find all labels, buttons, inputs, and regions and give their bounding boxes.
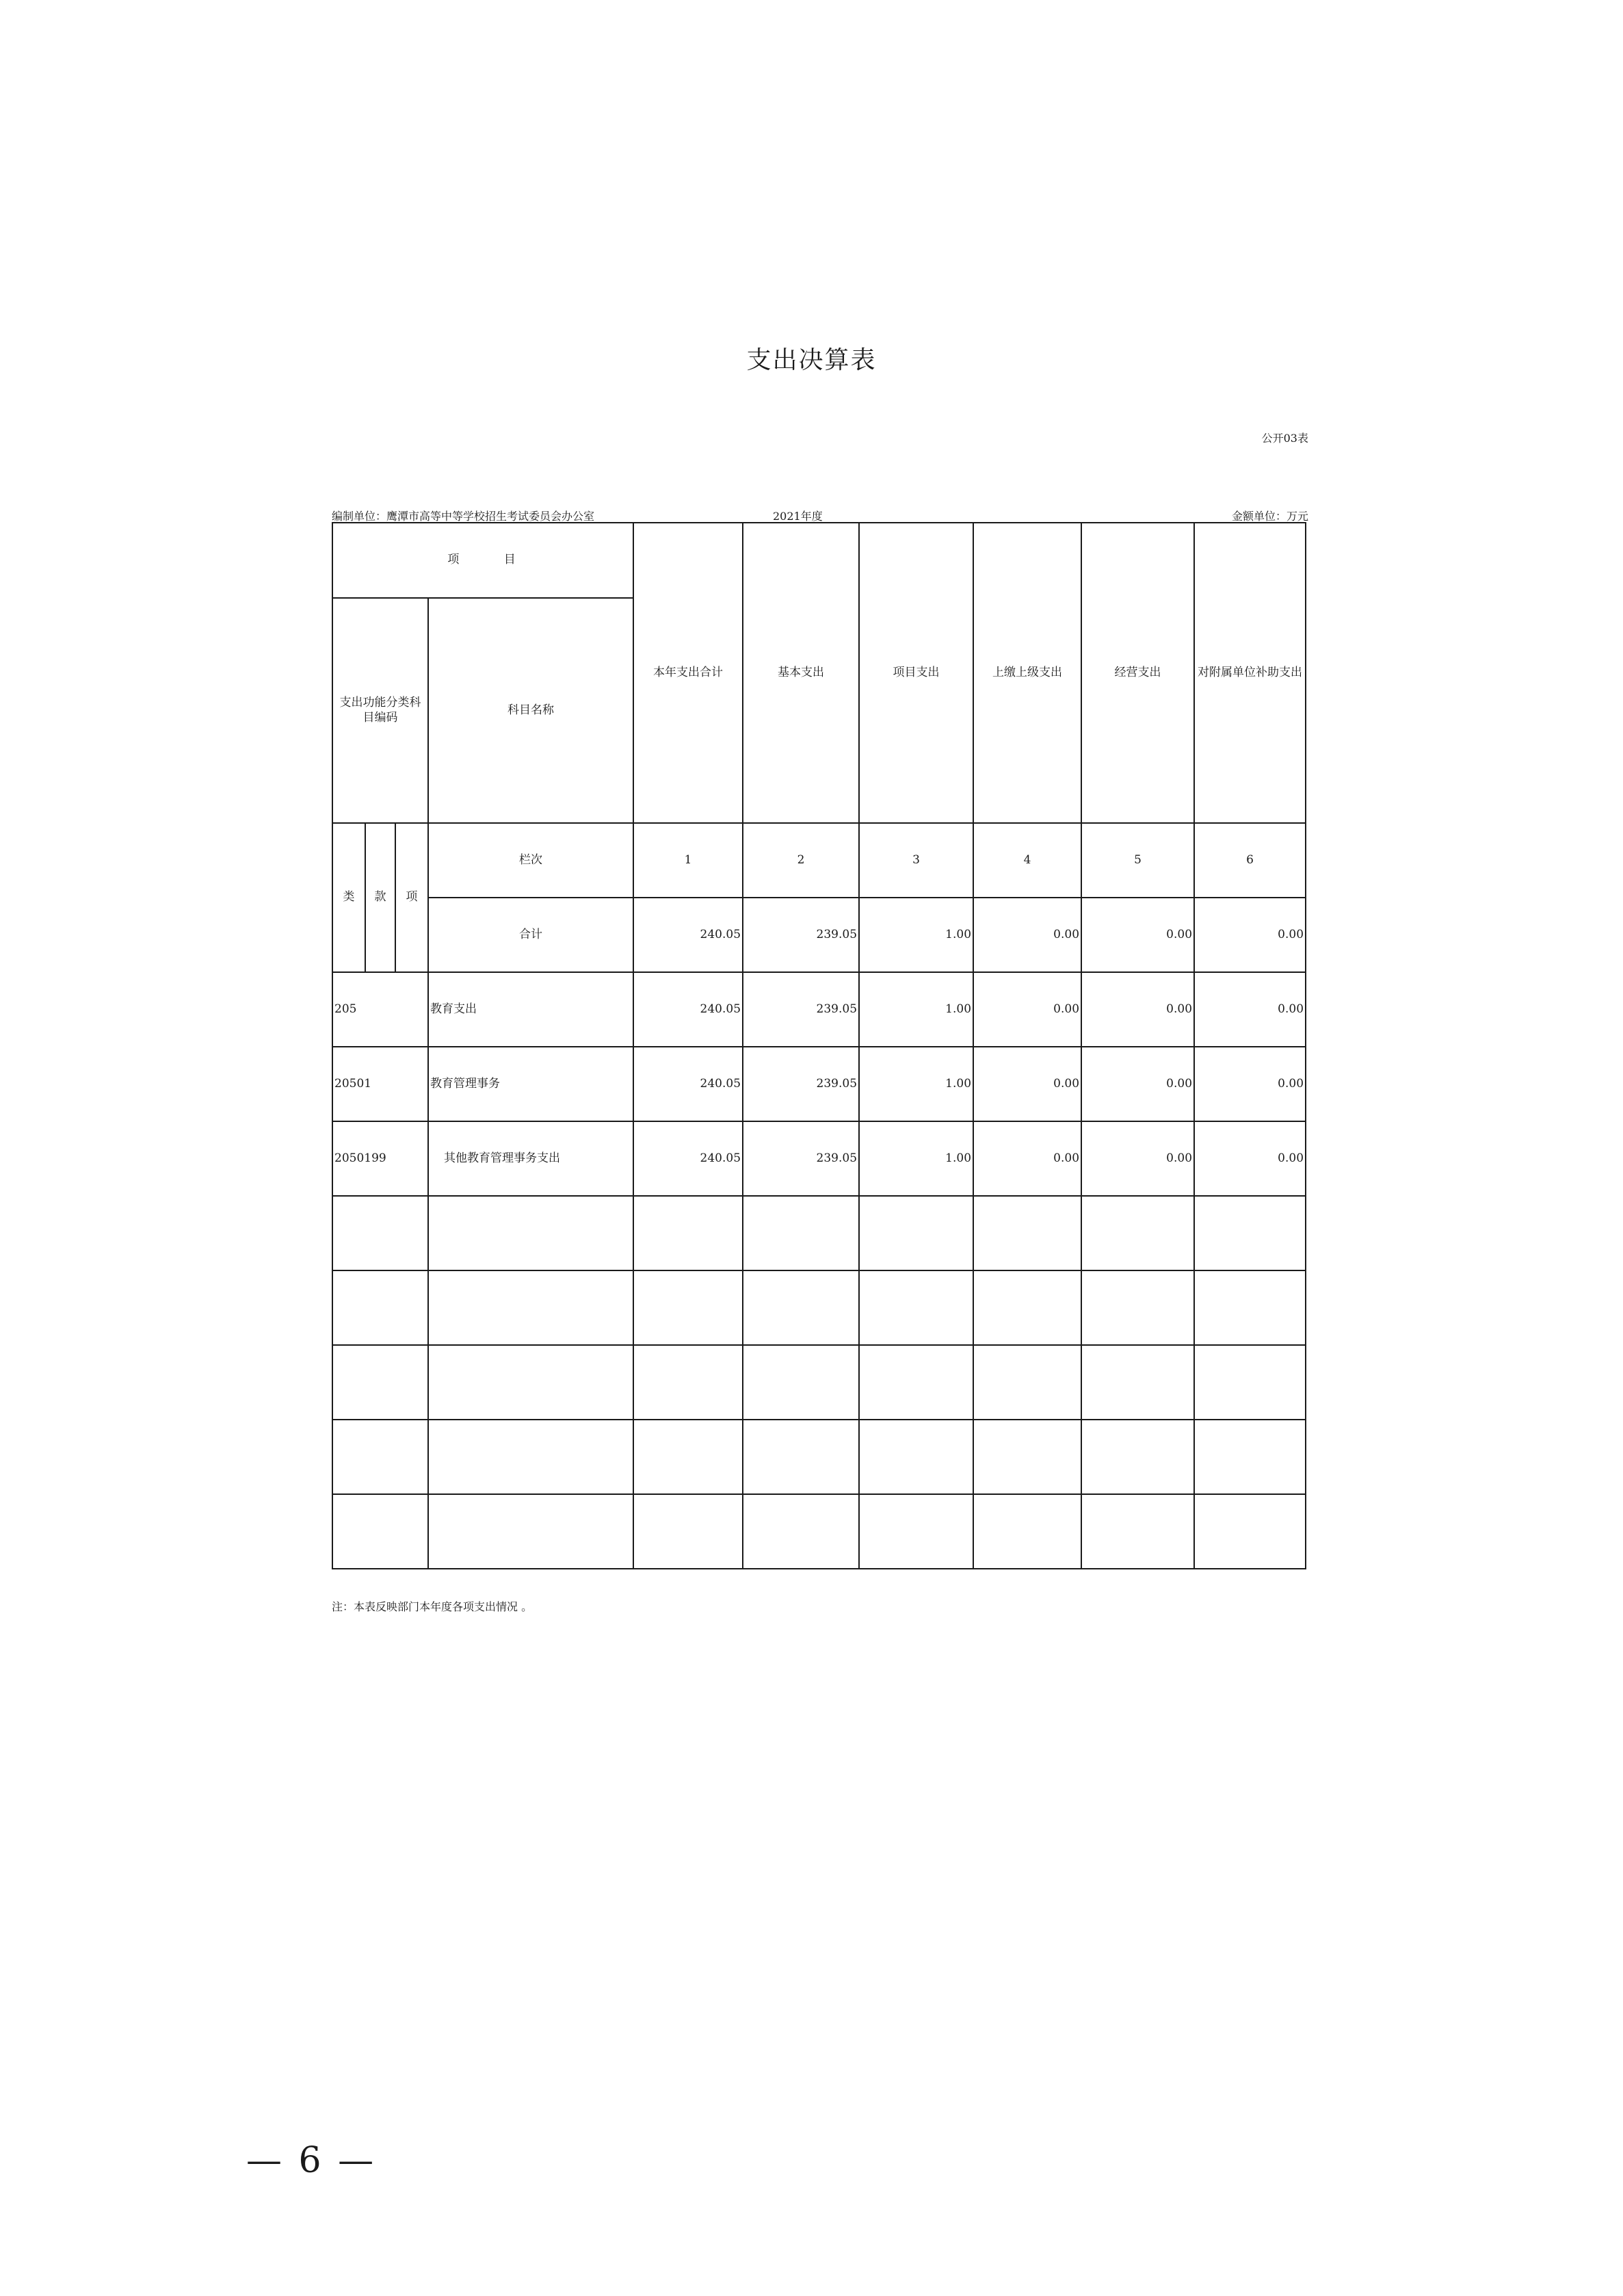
header-kuan: 款 <box>365 823 395 972</box>
header-col-6: 对附属单位补助支出 <box>1194 523 1306 823</box>
empty-cell <box>332 1270 428 1345</box>
total-value-5: 0.00 <box>1081 898 1194 972</box>
header-lei: 类 <box>332 823 365 972</box>
header-col-3: 项目支出 <box>859 523 973 823</box>
page-title: 支出决算表 <box>746 346 877 374</box>
row-value: 1.00 <box>859 972 973 1047</box>
empty-cell <box>743 1345 859 1420</box>
lanci-4: 4 <box>973 823 1081 898</box>
row-value: 0.00 <box>1081 1047 1194 1121</box>
row-value: 239.05 <box>743 1121 859 1196</box>
header-xiangmu: 项 目 <box>332 523 633 598</box>
empty-cell <box>1194 1196 1306 1270</box>
row-value: 0.00 <box>1081 1121 1194 1196</box>
empty-cell <box>428 1494 633 1569</box>
empty-cell <box>1081 1270 1194 1345</box>
empty-cell <box>332 1345 428 1420</box>
empty-cell <box>428 1196 633 1270</box>
row-value: 0.00 <box>1194 1121 1306 1196</box>
lanci-6: 6 <box>1194 823 1306 898</box>
header-col-1: 本年支出合计 <box>633 523 743 823</box>
empty-cell <box>859 1196 973 1270</box>
empty-cell <box>973 1270 1081 1345</box>
empty-cell <box>332 1196 428 1270</box>
empty-cell <box>743 1196 859 1270</box>
empty-row <box>332 1196 1306 1270</box>
total-label: 合计 <box>428 898 633 972</box>
empty-row <box>332 1270 1306 1345</box>
row-value: 239.05 <box>743 972 859 1047</box>
row-value: 1.00 <box>859 1047 973 1121</box>
total-value-1: 240.05 <box>633 898 743 972</box>
header-col-5: 经营支出 <box>1081 523 1194 823</box>
empty-cell <box>973 1345 1081 1420</box>
empty-cell <box>1194 1345 1306 1420</box>
lanci-label: 栏次 <box>428 823 633 898</box>
row-name: 其他教育管理事务支出 <box>428 1121 633 1196</box>
total-value-4: 0.00 <box>973 898 1081 972</box>
header-col-2: 基本支出 <box>743 523 859 823</box>
empty-cell <box>1194 1494 1306 1569</box>
empty-cell <box>332 1420 428 1494</box>
empty-row <box>332 1345 1306 1420</box>
empty-cell <box>973 1494 1081 1569</box>
amount-unit: 金额单位：万元 <box>1231 510 1308 523</box>
empty-cell <box>973 1420 1081 1494</box>
empty-cell <box>428 1270 633 1345</box>
table-row <box>332 972 1306 1047</box>
empty-cell <box>859 1420 973 1494</box>
row-code: 205 <box>332 972 428 1047</box>
row-value: 0.00 <box>1194 972 1306 1047</box>
table-row <box>332 1121 1306 1196</box>
row-value: 240.05 <box>633 1047 743 1121</box>
empty-cell <box>859 1270 973 1345</box>
total-value-2: 239.05 <box>743 898 859 972</box>
row-value: 0.00 <box>1081 972 1194 1047</box>
empty-cell <box>633 1494 743 1569</box>
row-value: 239.05 <box>743 1047 859 1121</box>
lanci-2: 2 <box>743 823 859 898</box>
empty-cell <box>428 1420 633 1494</box>
empty-cell <box>973 1196 1081 1270</box>
row-value: 240.05 <box>633 972 743 1047</box>
header-func-code: 支出功能分类科目编码 <box>332 598 428 823</box>
row-name: 教育支出 <box>428 972 633 1047</box>
empty-cell <box>428 1345 633 1420</box>
total-row <box>332 898 1306 972</box>
row-name: 教育管理事务 <box>428 1047 633 1121</box>
expenditure-table <box>332 522 1306 1569</box>
row-value: 0.00 <box>973 1047 1081 1121</box>
row-value: 0.00 <box>973 1121 1081 1196</box>
total-value-6: 0.00 <box>1194 898 1306 972</box>
empty-cell <box>1194 1420 1306 1494</box>
lanci-5: 5 <box>1081 823 1194 898</box>
lanci-3: 3 <box>859 823 973 898</box>
lanci-1: 1 <box>633 823 743 898</box>
empty-cell <box>1081 1345 1194 1420</box>
row-code: 2050199 <box>332 1121 428 1196</box>
empty-cell <box>1194 1270 1306 1345</box>
total-value-3: 1.00 <box>859 898 973 972</box>
empty-cell <box>743 1494 859 1569</box>
empty-cell <box>1081 1196 1194 1270</box>
row-value: 1.00 <box>859 1121 973 1196</box>
empty-cell <box>1081 1494 1194 1569</box>
table-note: 注：本表反映部门本年度各项支出情况 。 <box>332 1600 533 1613</box>
empty-cell <box>633 1270 743 1345</box>
form-number: 公开03表 <box>1261 432 1308 445</box>
compiling-unit: 编制单位：鹰潭市高等中等学校招生考试委员会办公室 <box>332 510 595 523</box>
fiscal-year: 2021年度 <box>773 510 823 523</box>
row-value: 240.05 <box>633 1121 743 1196</box>
empty-cell <box>1081 1420 1194 1494</box>
empty-cell <box>743 1420 859 1494</box>
table-row <box>332 1047 1306 1121</box>
empty-cell <box>633 1345 743 1420</box>
page-number: — 6 — <box>246 2140 377 2181</box>
empty-cell <box>859 1494 973 1569</box>
empty-row <box>332 1420 1306 1494</box>
row-code: 20501 <box>332 1047 428 1121</box>
empty-cell <box>633 1420 743 1494</box>
empty-row <box>332 1494 1306 1569</box>
empty-cell <box>633 1196 743 1270</box>
empty-cell <box>332 1494 428 1569</box>
header-col-4: 上缴上级支出 <box>973 523 1081 823</box>
empty-cell <box>743 1270 859 1345</box>
row-value: 0.00 <box>973 972 1081 1047</box>
header-xiang: 项 <box>395 823 428 972</box>
header-subject-name: 科目名称 <box>428 598 633 823</box>
row-value: 0.00 <box>1194 1047 1306 1121</box>
empty-cell <box>859 1345 973 1420</box>
